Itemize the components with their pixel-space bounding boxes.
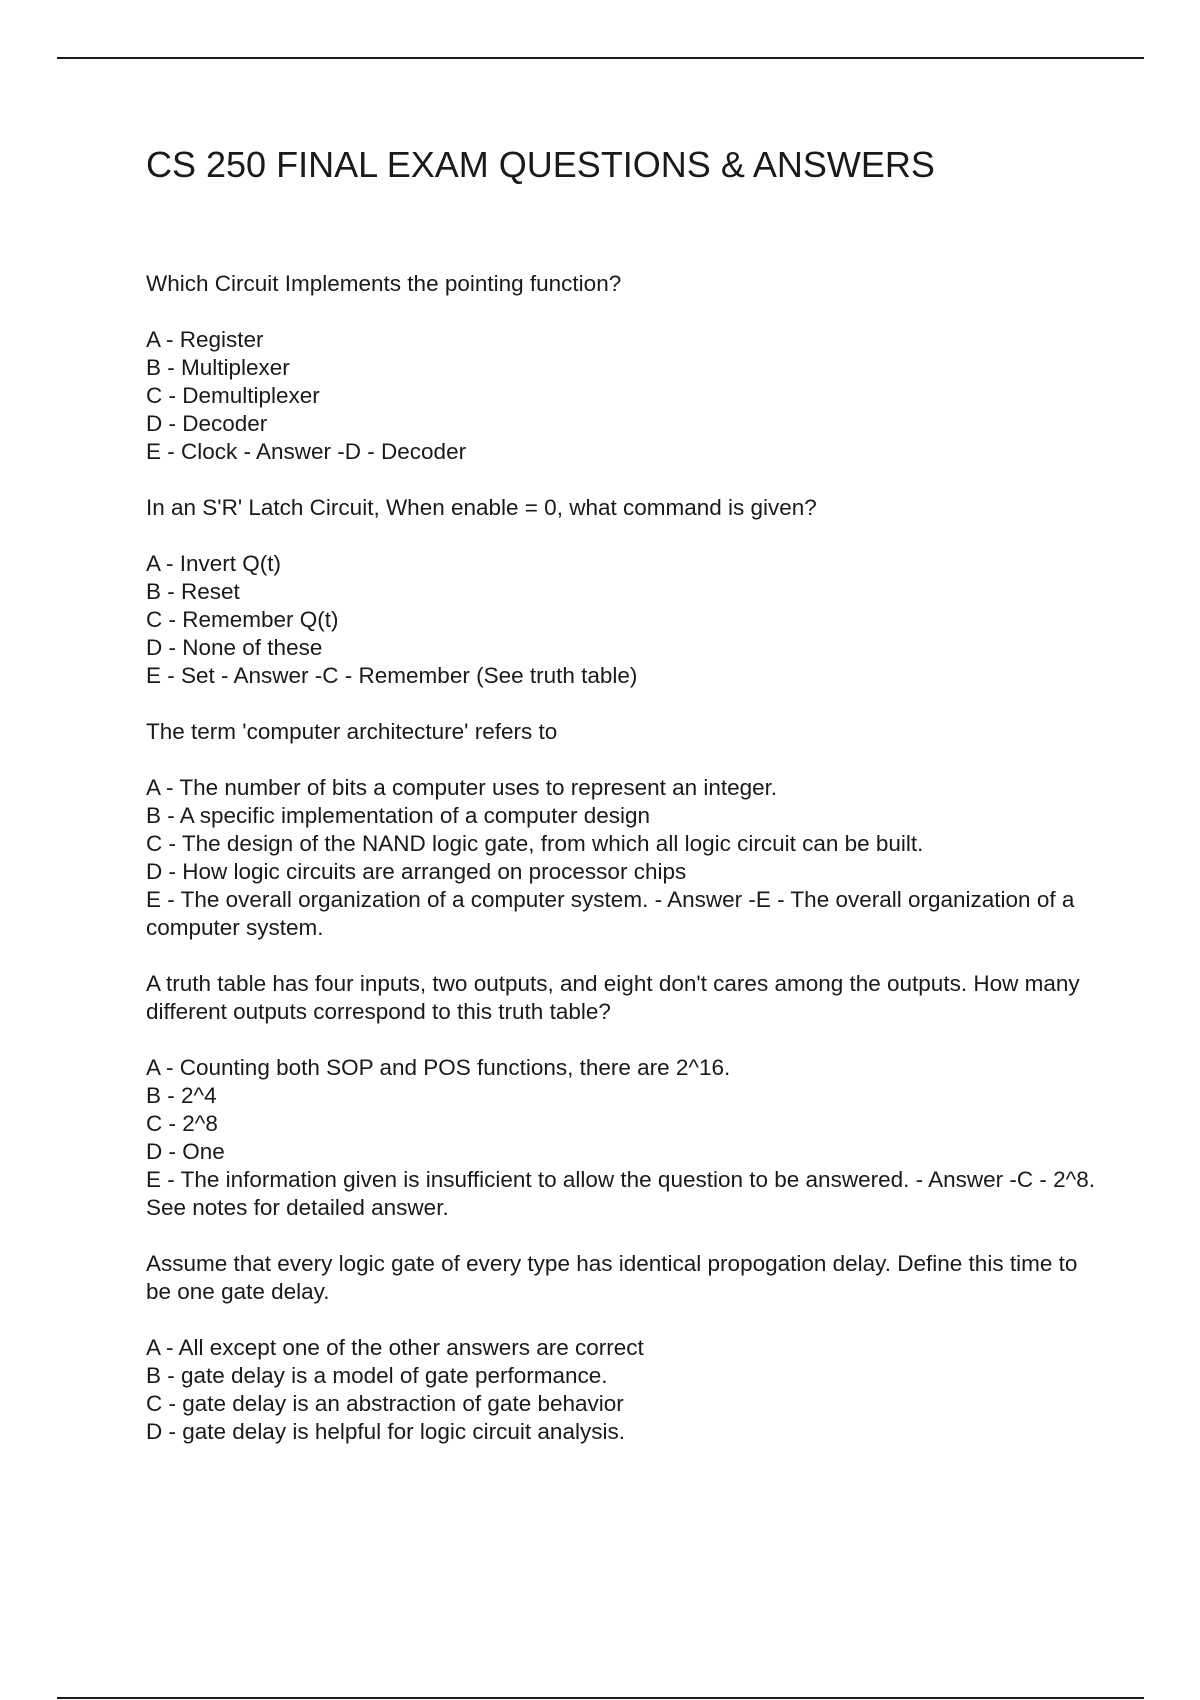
question-block bbox=[146, 718, 1096, 942]
answer-option: C - Remember Q(t) bbox=[146, 607, 339, 632]
answer-option: A - The number of bits a computer uses to represent an integer. bbox=[146, 775, 778, 800]
answer-option: B - Reset bbox=[146, 579, 240, 604]
answer-option: B - A specific implementation of a computer design bbox=[146, 803, 651, 828]
answer-option: C - gate delay is an abstraction of gate behavior bbox=[146, 1391, 624, 1416]
answer-option: C - The design of the NAND logic gate, from which all logic circuit can be built. bbox=[146, 831, 924, 856]
answer-option: E - The information given is insufficient to allow the question to be answered. - Answer -C - 2^8. See notes for detailed answer. bbox=[146, 1167, 1095, 1220]
answer-options bbox=[146, 1054, 1096, 1222]
answer-option: B - Multiplexer bbox=[146, 355, 290, 380]
answer-option: C - Demultiplexer bbox=[146, 383, 320, 408]
answer-option: D - gate delay is helpful for logic circuit analysis. bbox=[146, 1419, 625, 1444]
document-title: CS 250 FINAL EXAM QUESTIONS & ANSWERS bbox=[146, 144, 935, 185]
answer-option: A - All except one of the other answers are correct bbox=[146, 1335, 644, 1360]
answer-option: E - Clock - Answer -D - Decoder bbox=[146, 439, 467, 464]
question-list bbox=[146, 270, 1096, 1474]
answer-options bbox=[146, 1334, 1096, 1446]
answer-options bbox=[146, 550, 1096, 690]
answer-option: A - Register bbox=[146, 327, 264, 352]
question-block bbox=[146, 270, 1096, 466]
question-text: In an S'R' Latch Circuit, When enable = 0, what command is given? bbox=[146, 495, 817, 520]
top-rule bbox=[57, 57, 1144, 59]
answer-option: B - gate delay is a model of gate performance. bbox=[146, 1363, 608, 1388]
question-block bbox=[146, 970, 1096, 1222]
question-text: Which Circuit Implements the pointing function? bbox=[146, 271, 622, 296]
answer-options bbox=[146, 774, 1096, 942]
answer-option: D - Decoder bbox=[146, 411, 268, 436]
answer-option: A - Invert Q(t) bbox=[146, 551, 282, 576]
answer-option: D - One bbox=[146, 1139, 225, 1164]
question-text: The term 'computer architecture' refers to bbox=[146, 719, 558, 744]
answer-option: A - Counting both SOP and POS functions, there are 2^16. bbox=[146, 1055, 731, 1080]
answer-option: B - 2^4 bbox=[146, 1083, 217, 1108]
question-text: A truth table has four inputs, two outputs, and eight don't cares among the outputs. How many different outputs correspond to this truth table? bbox=[146, 971, 1080, 1024]
question-block bbox=[146, 1250, 1096, 1446]
question-block bbox=[146, 494, 1096, 690]
answer-option: D - How logic circuits are arranged on processor chips bbox=[146, 859, 687, 884]
answer-option: E - The overall organization of a computer system. - Answer -E - The overall organization of a computer system. bbox=[146, 887, 1075, 940]
bottom-rule bbox=[57, 1697, 1144, 1699]
answer-options bbox=[146, 326, 1096, 466]
answer-option: C - 2^8 bbox=[146, 1111, 218, 1136]
answer-option: D - None of these bbox=[146, 635, 323, 660]
question-text: Assume that every logic gate of every type has identical propogation delay. Define this time to be one gate delay. bbox=[146, 1251, 1078, 1304]
answer-option: E - Set - Answer -C - Remember (See truth table) bbox=[146, 663, 638, 688]
